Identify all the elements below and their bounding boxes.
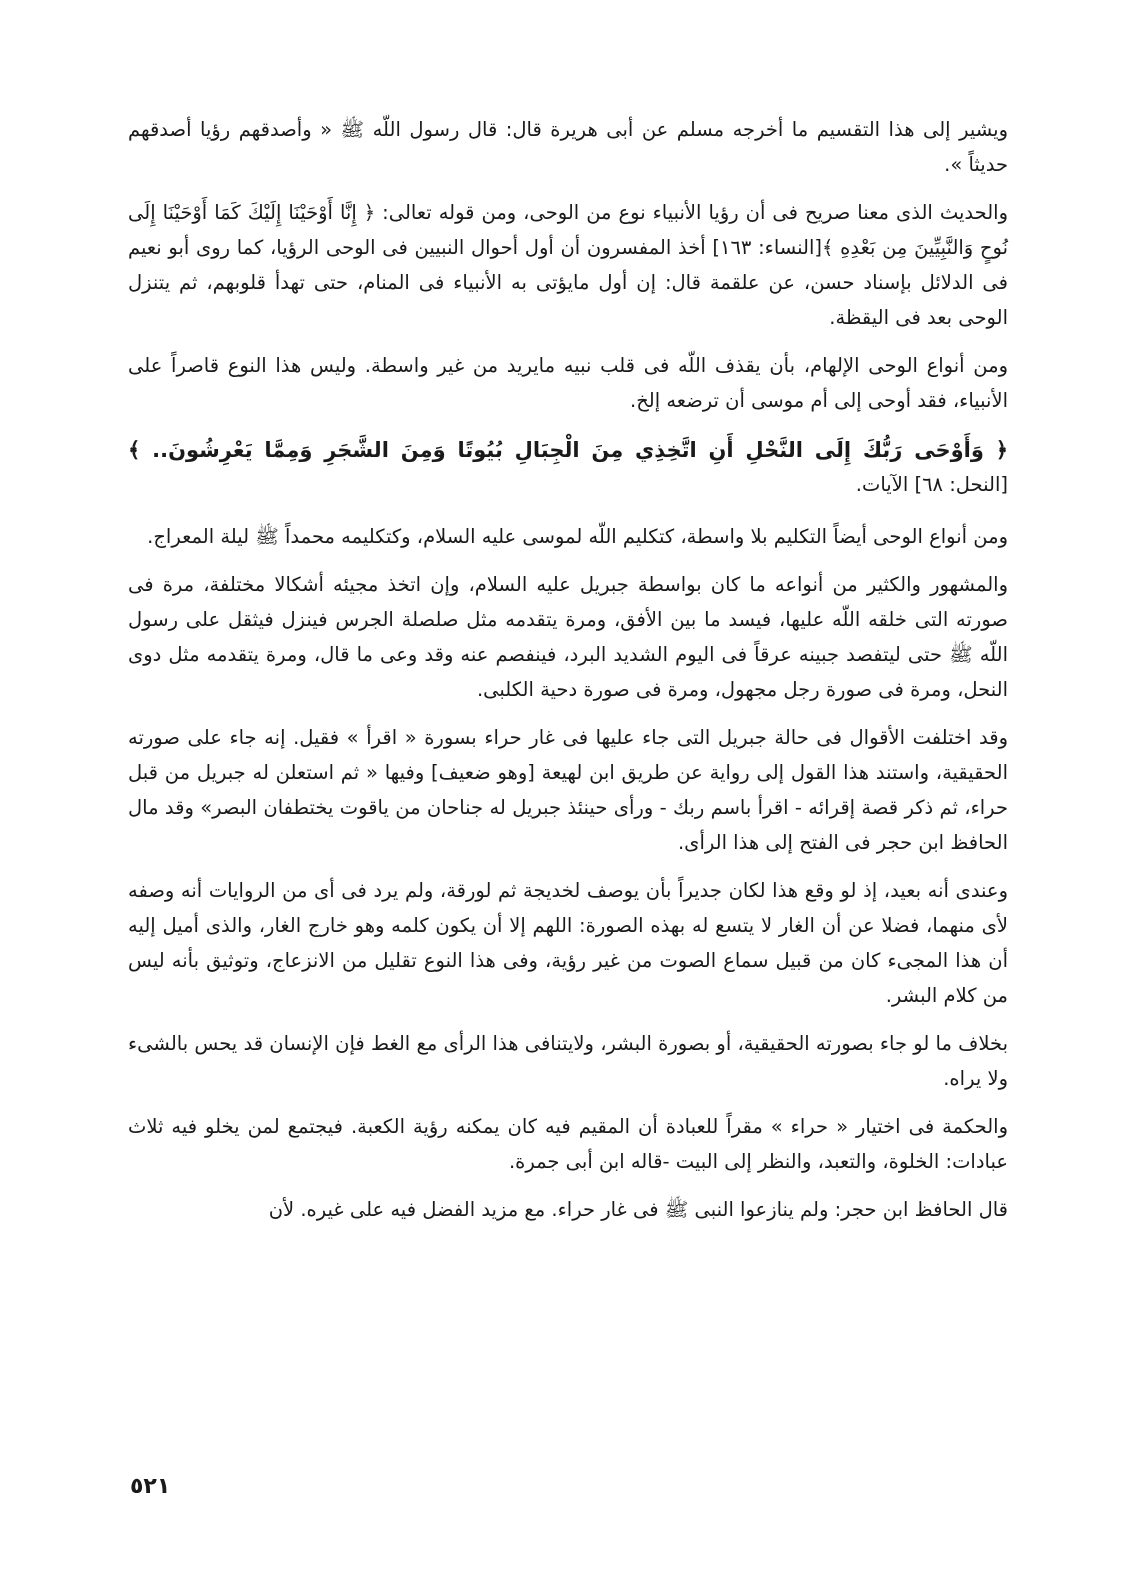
- paragraph: ويشير إلى هذا التقسيم ما أخرجه مسلم عن أبى هريرة قال: قال رسول اللّه ﷺ « وأصدقهم رؤيا أصدقهم حديثاً ».: [128, 118, 1008, 176]
- paragraph: ومن أنواع الوحى الإلهام، بأن يقذف اللّه فى قلب نبيه مايريد من غير واسطة. وليس هذا النوع قاصراً على الأنبياء، فقد أوحى إلى أم موسى أن ترضعه إلخ.: [128, 354, 1008, 412]
- quran-verse: ﴿ وَأَوْحَى رَبُّكَ إِلَى النَّحْلِ أَنِ اتَّخِذِي مِنَ الْجِبَالِ بُيُوتًا وَمِنَ الشَّجَرِ وَمِمَّا يَعْرِشُونَ.. ﴾: [128, 438, 1008, 462]
- verse-reference: [النحل: ٦٨] الآيات.: [855, 473, 1008, 496]
- paragraph: والمشهور والكثير من أنواعه ما كان بواسطة جبريل عليه السلام، وإن اتخذ مجيئه أشكالا مختلفة، مرة فى صورته التى خلقه اللّه عليها، فيسد ما بين الأفق، ومرة يتقدمه مثل صلصلة الجرس فينزل فيثقل على رسول اللّه ﷺ حتى ليتفصد جبينه عرقاً فى اليوم الشديد البرد، فينفصم عنه وقد وعى ما قال، ومرة يتقدمه مثل دوى النحل، ومرة فى صورة رجل مجهول، ومرة فى صورة دحية الكلبى.: [128, 573, 1008, 701]
- paragraph: ومن أنواع الوحى أيضاً التكليم بلا واسطة، كتكليم اللّه لموسى عليه السلام، وكتكليمه محمداً ﷺ ليلة المعراج.: [147, 525, 1008, 548]
- paragraph: والحديث الذى معنا صريح فى أن رؤيا الأنبياء نوع من الوحى، ومن قوله تعالى: ﴿ إِنَّا أَوْحَيْنَا إِلَيْكَ كَمَا أَوْحَيْنَا إِلَى نُوحٍ وَالنَّبِيِّينَ مِن بَعْدِهِ ﴾[النساء: ١٦٣] أخذ المفسرون أن أول أحوال النبيين فى الوحى الرؤيا، كما روى أبو نعيم فى الدلائل بإسناد حسن، عن علقمة قال: إن أول مايؤتى به الأنبياء فى المنام، حتى تهدأ قلوبهم، ثم يتنزل الوحى بعد فى اليقظة.: [128, 201, 1008, 329]
- page-number: ٥٢١: [130, 1474, 171, 1499]
- paragraph: وقد اختلفت الأقوال فى حالة جبريل التى جاء عليها فى غار حراء بسورة « اقرأ » فقيل. إنه جاء على صورته الحقيقية، واستند هذا القول إلى رواية عن طريق ابن لهيعة [وهو ضعيف] وفيها « ثم استعلن له جبريل من قبل حراء، ثم ذكر قصة إقرائه - اقرأ باسم ربك - ورأى حينئذ جبريل له جناحان من ياقوت يختطفان البصر» وقد مال الحافظ ابن حجر فى الفتح إلى هذا الرأى.: [128, 726, 1008, 854]
- paragraph: والحكمة فى اختيار « حراء » مقراً للعبادة أن المقيم فيه كان يمكنه رؤية الكعبة. فيجتمع لمن يخلو فيه ثلاث عبادات: الخلوة، والتعبد، والنظر إلى البيت -قاله ابن أبى جمرة.: [128, 1115, 1008, 1173]
- paragraph: قال الحافظ ابن حجر: ولم ينازعوا النبى ﷺ فى غار حراء. مع مزيد الفضل فيه على غيره. لأن: [268, 1198, 1008, 1221]
- paragraph: بخلاف ما لو جاء بصورته الحقيقية، أو بصورة البشر، ولايتنافى هذا الرأى مع الغط فإن الإنسان قد يحس بالشىء ولا يراه.: [128, 1032, 1008, 1090]
- paragraph: وعندى أنه بعيد، إذ لو وقع هذا لكان جديراً بأن يوصف لخديجة ثم لورقة، ولم يرد فى أى من الروايات أنه وصفه لأى منهما، فضلا عن أن الغار لا يتسع له بهذه الصورة: اللهم إلا أن يكون كلمه وهو خارج الغار، والذى أميل إليه أن هذا المجىء كان من قبيل سماع الصوت من غير رؤية، وفى هذا النوع تقليل من الانزعاج، وتوثيق بأنه ليس من كلام البشر.: [128, 879, 1008, 1007]
- page-body: [128, 112, 1008, 1240]
